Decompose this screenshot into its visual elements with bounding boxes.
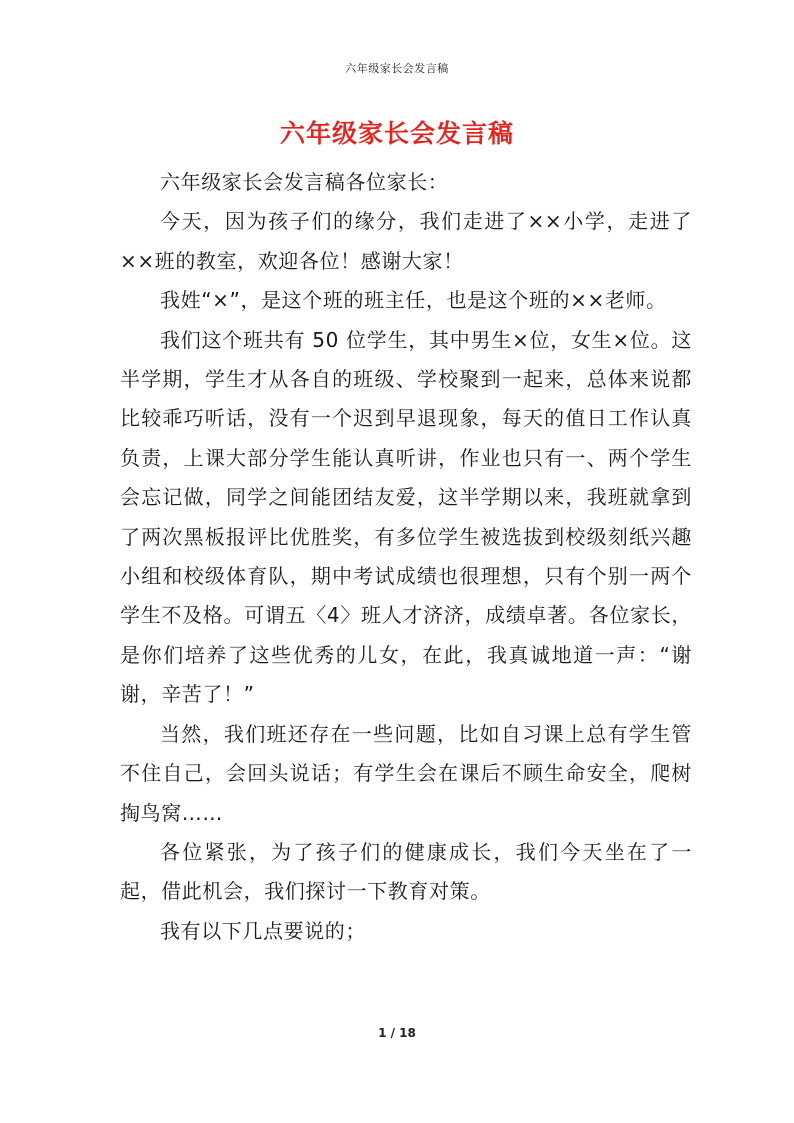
paragraph-class-overview: 我们这个班共有 50 位学生，其中男生×位，女生×位。这半学期，学生才从各自的班级、学校聚到一起来，总体来说都比较乖巧听话，没有一个迟到早退现象，每天的值日工作认真负责，上课大部分学生能认真听讲，作业也只有一、两个学生会忘记做，同学之间能团结友爱，这半学期以来，我班就拿到了两次黑板报评比优胜奖，有多位学生被选拔到校级刻纸兴趣小组和校级体育队，期中考试成绩也很理想，只有个别一两个学生不及格。可谓五〈4〉班人才济济，成绩卓著。各位家长，是你们培养了这些优秀的儿女，在此，我真诚地道一声：“谢谢，辛苦了！” xyxy=(120,327,692,707)
running-header: 六年级家长会发言稿 xyxy=(345,62,449,75)
document-body xyxy=(120,163,692,951)
paragraph-problems: 当然，我们班还存在一些问题，比如自习课上总有学生管不住自己，会回头说话；有学生会在课后不顾生命安全，爬树掏鸟窝…… xyxy=(120,721,692,825)
paragraph-purpose: 各位紧张，为了孩子们的健康成长，我们今天坐在了一起，借此机会，我们探讨一下教育对策。 xyxy=(120,839,692,904)
document-title: 六年级家长会发言稿 xyxy=(279,119,514,148)
paragraph-salutation: 六年级家长会发言稿各位家长： xyxy=(160,170,449,194)
paragraph-points-intro: 我有以下几点要说的； xyxy=(160,918,366,943)
paragraph-introduction: 我姓“×”，是这个班的班主任，也是这个班的××老师。 xyxy=(160,288,667,313)
page-number: 1 / 18 xyxy=(378,1026,416,1040)
paragraph-welcome: 今天，因为孩子们的缘分，我们走进了××小学，走进了××班的教室，欢迎各位！感谢大家！ xyxy=(120,209,692,273)
